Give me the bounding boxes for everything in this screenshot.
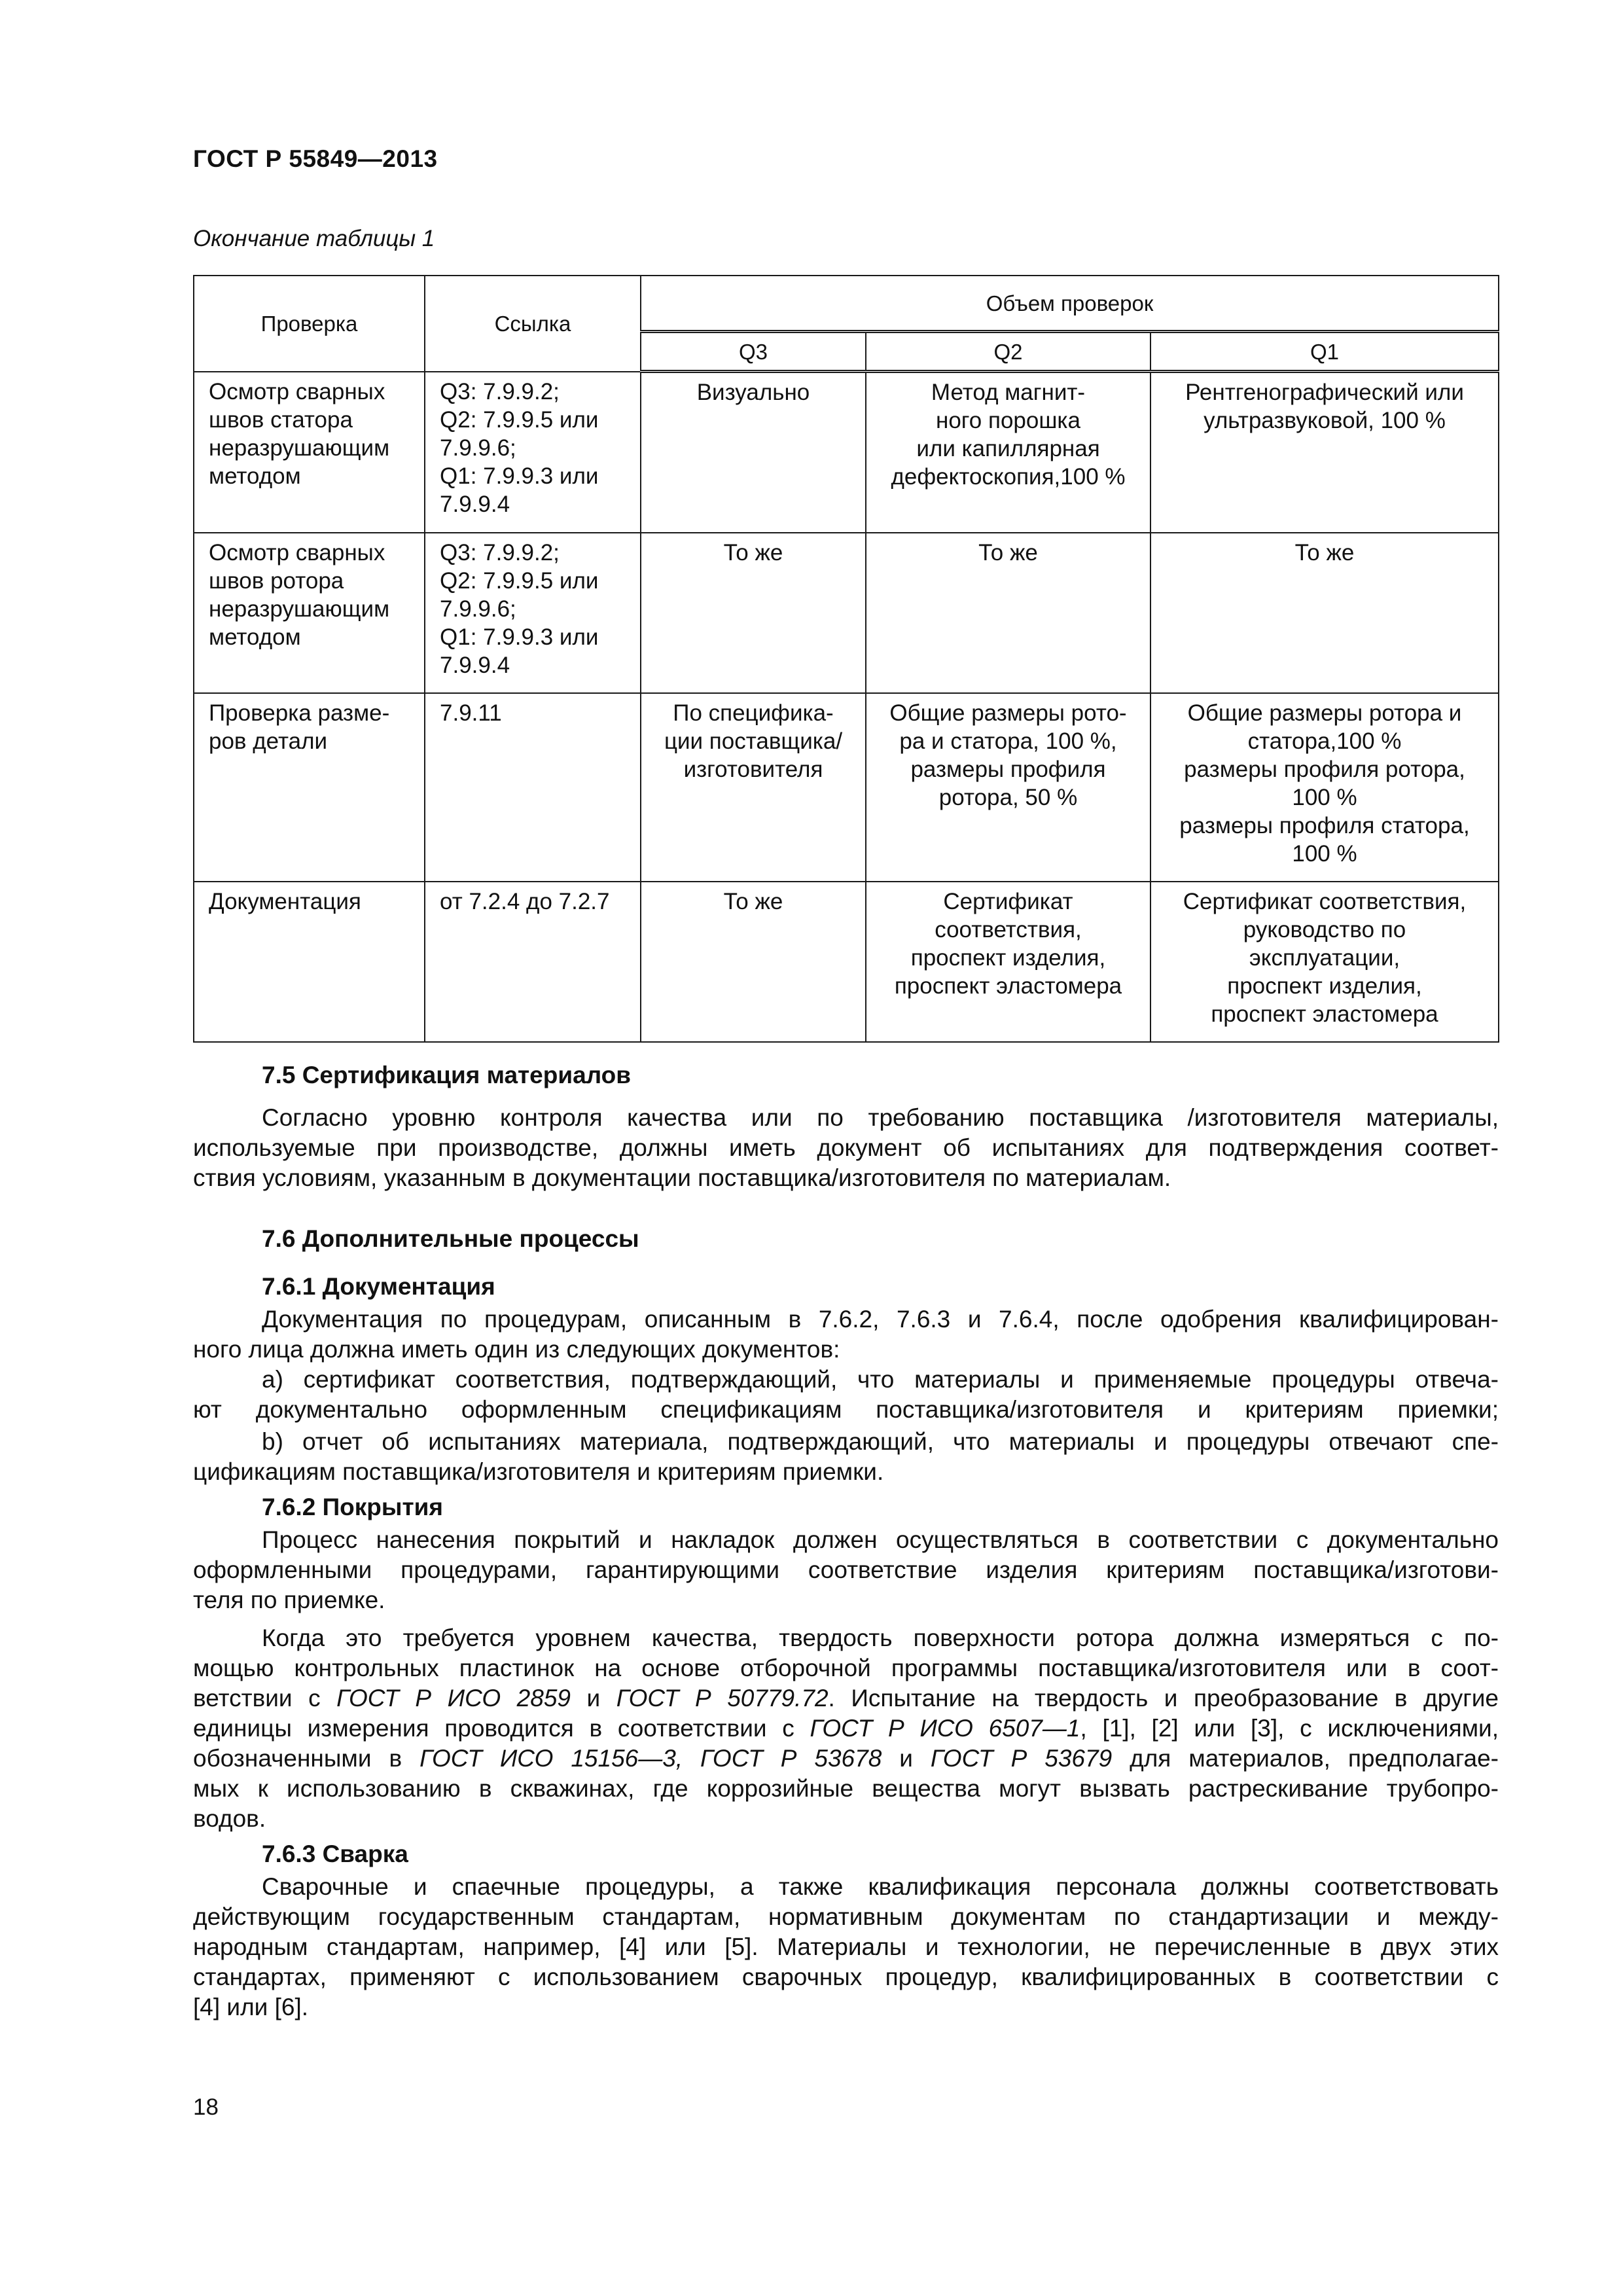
- column-header-check: Проверка: [194, 276, 425, 372]
- standard-reference: ГОСТ Р ИСО 6507—1: [810, 1715, 1080, 1742]
- cell-check: [194, 372, 425, 533]
- paragraph-line: Согласно уровню контроля качества или по требованию поставщика /изготовителя материалы,: [262, 1104, 1499, 1131]
- cell-text-line: То же: [1294, 540, 1355, 565]
- cell-q1: [1150, 693, 1499, 882]
- cell-text-line: То же: [978, 540, 1038, 565]
- paragraph-line: обозначенными в ГОСТ ИСО 15156—3, ГОСТ Р 53678 и ГОСТ Р 53679 для материалов, предполагае-: [193, 1745, 1499, 1772]
- cell-text-line: проспект изделия,: [910, 945, 1106, 971]
- cell-q3: [641, 882, 866, 1042]
- column-header-reference: Ссылка: [425, 276, 641, 372]
- table-row: [194, 882, 1499, 1042]
- cell-text-line: проспект эластомера: [1211, 1001, 1438, 1027]
- cell-text-line: Q3: 7.9.9.2;: [440, 378, 560, 404]
- cell-reference: [425, 372, 641, 533]
- cell-text-line: эксплуатации,: [1249, 945, 1400, 971]
- cell-text-line: Q2: 7.9.9.5 или: [440, 406, 599, 433]
- cell-q2: [866, 882, 1150, 1042]
- cell-text-line: Q1: 7.9.9.3 или: [440, 463, 599, 489]
- column-header-q3: Q3: [641, 332, 866, 372]
- cell-reference: [425, 533, 641, 693]
- cell-text-line: 7.9.9.4: [440, 491, 510, 517]
- paragraph-line: народным стандартам, например, [4] или [5]. Материалы и технологии, не перечисленные в двух этих: [193, 1933, 1499, 1960]
- cell-text-line: Визуально: [696, 380, 810, 405]
- paragraph-line: ют документально оформленным спецификациям поставщика/изготовителя и критериям приемки;: [193, 1396, 1499, 1423]
- cell-text-line: ров детали: [209, 728, 328, 754]
- paragraph-line: ствия условиям, указанным в документации поставщика/изготовителя по материалам.: [193, 1164, 1171, 1191]
- cell-text-line: размеры профиля статора,: [1179, 813, 1470, 838]
- cell-q3: [641, 533, 866, 693]
- cell-text-line: дефектоскопия,100 %: [891, 464, 1126, 490]
- inspection-table: [193, 275, 1499, 1043]
- cell-q3: [641, 372, 866, 533]
- cell-text-line: изготовителя: [683, 757, 823, 782]
- table-row: [194, 693, 1499, 882]
- cell-text-line: проспект эластомера: [894, 973, 1122, 999]
- cell-reference: [425, 693, 641, 882]
- cell-text-line: Общие размеры рото-: [889, 700, 1127, 726]
- cell-text-line: Рентгенографический или: [1185, 380, 1464, 405]
- paragraph-line: водов.: [193, 1805, 266, 1832]
- section-7-6-2-heading: 7.6.2 Покрытия: [262, 1494, 443, 1520]
- cell-text-line: То же: [723, 540, 783, 565]
- cell-text-line: или капиллярная: [916, 436, 1100, 461]
- cell-text-line: Q3: 7.9.9.2;: [440, 540, 560, 565]
- standard-reference: ГОСТ Р ИСО 2859: [336, 1685, 571, 1712]
- cell-q2: [866, 533, 1150, 693]
- cell-text-line: методом: [209, 463, 301, 489]
- cell-text-line: 7.9.11: [440, 700, 502, 726]
- cell-text-line: размеры профиля: [910, 757, 1106, 782]
- cell-q2: [866, 693, 1150, 882]
- cell-q2: [866, 372, 1150, 533]
- cell-text-line: Осмотр сварных: [209, 378, 385, 404]
- paragraph-line: ного лица должна иметь один из следующих документов:: [193, 1336, 840, 1363]
- cell-text-line: методом: [209, 624, 301, 650]
- cell-text-line: неразрушающим: [209, 435, 390, 461]
- cell-text-line: швов статора: [209, 406, 353, 433]
- table-caption: Окончание таблицы 1: [193, 226, 435, 251]
- column-header-q1: Q1: [1150, 332, 1499, 372]
- cell-text-line: от 7.2.4 до 7.2.7: [440, 889, 610, 914]
- cell-text-line: Осмотр сварных: [209, 540, 385, 565]
- cell-text-line: Метод магнит-: [931, 380, 1086, 405]
- table-row: [194, 533, 1499, 693]
- cell-text-line: По специфика-: [673, 700, 834, 726]
- cell-q1: [1150, 882, 1499, 1042]
- document-code: ГОСТ Р 55849—2013: [193, 145, 438, 172]
- cell-text-line: Общие размеры ротора и: [1187, 700, 1462, 726]
- standard-reference: ГОСТ Р 53679: [930, 1745, 1113, 1772]
- cell-text-line: 100 %: [1292, 841, 1357, 867]
- cell-text-line: статора,100 %: [1247, 728, 1402, 754]
- cell-text-line: 100 %: [1292, 785, 1357, 810]
- cell-check: [194, 693, 425, 882]
- cell-text-line: проспект изделия,: [1227, 973, 1422, 999]
- table-header-row: [194, 276, 1499, 332]
- cell-text-line: Сертификат: [943, 889, 1073, 914]
- cell-text-line: То же: [723, 889, 783, 914]
- paragraph-line: Сварочные и спаечные процедуры, а также квалификация персонала должны соответствовать: [262, 1873, 1499, 1900]
- paragraph-line: мых к использованию в скважинах, где коррозийные вещества могут вызвать растрескивание трубопро-: [193, 1775, 1499, 1802]
- paragraph-line: теля по приемке.: [193, 1587, 385, 1613]
- cell-q1: [1150, 372, 1499, 533]
- cell-text-line: 7.9.9.4: [440, 653, 510, 678]
- paragraph-line: оформленными процедурами, гарантирующими соответствие изделия критериям поставщика/изготови-: [193, 1556, 1499, 1583]
- column-header-q2: Q2: [866, 332, 1150, 372]
- section-7-6-3-heading: 7.6.3 Сварка: [262, 1840, 408, 1867]
- cell-text-line: Q2: 7.9.9.5 или: [440, 568, 599, 594]
- column-header-scope: Объем проверок: [641, 276, 1499, 332]
- list-item-a: а) сертификат соответствия, подтверждающий, что материалы и применяемые процедуры отвеча-: [262, 1366, 1499, 1393]
- cell-check: [194, 533, 425, 693]
- cell-text-line: швов ротора: [209, 568, 344, 594]
- list-item-b: b) отчет об испытаниях материала, подтверждающий, что материалы и процедуры отвечают спе-: [262, 1428, 1499, 1455]
- paragraph-line: [4] или [6].: [193, 1994, 309, 2020]
- cell-text-line: ротора, 50 %: [938, 785, 1078, 810]
- paragraph-line: единицы измерения проводится в соответствии с ГОСТ Р ИСО 6507—1, [1], [2] или [3], с исключениями,: [193, 1715, 1499, 1742]
- page-number: 18: [193, 2094, 219, 2120]
- cell-text-line: Q1: 7.9.9.3 или: [440, 624, 599, 650]
- paragraph-line: Документация по процедурам, описанным в 7.6.2, 7.6.3 и 7.6.4, после одобрения квалифицирован-: [262, 1306, 1499, 1333]
- paragraph-line: стандартах, применяют с использованием сварочных процедур, квалифицированных в соответствии с: [193, 1964, 1499, 1990]
- cell-text-line: Документация: [209, 889, 361, 914]
- cell-text-line: руководство по: [1243, 917, 1406, 942]
- paragraph-line: мощью контрольных пластинок на основе отборочной программы поставщика/изготовителя или в соот-: [193, 1655, 1499, 1681]
- cell-text-line: Проверка разме-: [209, 700, 390, 726]
- cell-text-line: 7.9.9.6;: [440, 596, 516, 622]
- paragraph-line: действующим государственным стандартам, нормативным документам по стандартизации и между-: [193, 1903, 1499, 1930]
- cell-text-line: неразрушающим: [209, 596, 390, 622]
- cell-text-line: соответствия,: [935, 917, 1082, 942]
- cell-check: [194, 882, 425, 1042]
- cell-text-line: ультразвуковой, 100 %: [1204, 408, 1446, 433]
- standard-reference: ГОСТ ИСО 15156—3, ГОСТ Р 53678: [419, 1745, 882, 1772]
- paragraph-line: Процесс нанесения покрытий и накладок должен осуществляться в соответствии с документально: [262, 1526, 1499, 1553]
- cell-text-line: размеры профиля ротора,: [1184, 757, 1465, 782]
- section-7-6-heading: 7.6 Дополнительные процессы: [262, 1225, 639, 1252]
- standard-reference: ГОСТ Р 50779.72: [616, 1685, 829, 1712]
- cell-reference: [425, 882, 641, 1042]
- section-7-6-1-heading: 7.6.1 Документация: [262, 1273, 495, 1300]
- section-7-5-heading: 7.5 Сертификация материалов: [262, 1062, 632, 1088]
- paragraph-line: ветствии с ГОСТ Р ИСО 2859 и ГОСТ Р 50779.72. Испытание на твердость и преобразование в другие: [193, 1685, 1499, 1712]
- table-row: [194, 372, 1499, 533]
- paragraph-line: Когда это требуется уровнем качества, твердость поверхности ротора должна измеряться с по-: [262, 1624, 1499, 1651]
- paragraph-line: цификациям поставщика/изготовителя и критериям приемки.: [193, 1458, 884, 1485]
- cell-text-line: ного порошка: [936, 408, 1080, 433]
- cell-text-line: 7.9.9.6;: [440, 435, 516, 461]
- cell-q3: [641, 693, 866, 882]
- cell-text-line: ра и статора, 100 %,: [899, 728, 1117, 754]
- cell-text-line: ции поставщика/: [664, 728, 843, 754]
- paragraph-line: используемые при производстве, должны иметь документ об испытаниях для подтверждения соответ-: [193, 1134, 1499, 1161]
- cell-q1: [1150, 533, 1499, 693]
- cell-text-line: Сертификат соответствия,: [1183, 889, 1467, 914]
